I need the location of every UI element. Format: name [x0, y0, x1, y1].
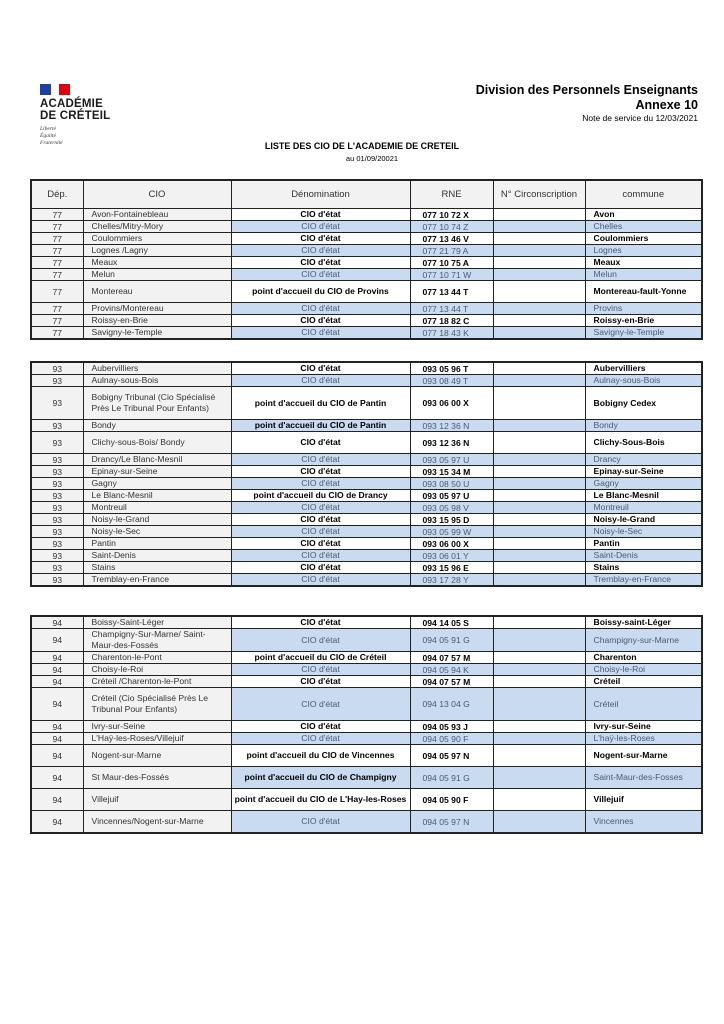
table-row [31, 562, 702, 574]
cell-circonscription [493, 420, 585, 432]
cell-commune: Melun [585, 269, 702, 281]
table-row [31, 745, 702, 767]
table-row [31, 490, 702, 502]
table-row [31, 616, 702, 629]
col-header-commune: commune [585, 180, 702, 209]
cell-cio: Meaux [83, 257, 231, 269]
table-row [31, 652, 702, 664]
table-row [31, 281, 702, 303]
cell-commune: Saint-Maur-des-Fosses [585, 767, 702, 789]
col-header-circonscription: N° Circonscription [493, 180, 585, 209]
cell-commune: Pantin [585, 538, 702, 550]
cell-denomination: point d'accueil du CIO de Provins [231, 281, 410, 303]
table-row [31, 502, 702, 514]
cell-cio: Avon-Fontainebleau [83, 209, 231, 221]
cell-dep: 77 [31, 327, 83, 340]
cell-denomination: point d'accueil du CIO de Pantin [231, 387, 410, 420]
table-row [31, 574, 702, 587]
cell-denomination: CIO d'état [231, 478, 410, 490]
cell-commune: Epinay-sur-Seine [585, 466, 702, 478]
cell-denomination: point d'accueil du CIO de Créteil [231, 652, 410, 664]
cell-dep: 94 [31, 616, 83, 629]
cell-commune: Tremblay-en-France [585, 574, 702, 587]
academie-logo [40, 84, 110, 147]
table-row [31, 315, 702, 327]
cell-commune: Nogent-sur-Marne [585, 745, 702, 767]
table-row [31, 811, 702, 834]
cell-cio: Bondy [83, 420, 231, 432]
cell-circonscription [493, 303, 585, 315]
cell-circonscription [493, 387, 585, 420]
table-row [31, 466, 702, 478]
cell-commune: Avon [585, 209, 702, 221]
page-title: LISTE DES CIO DE L'ACADEMIE DE CRETEIL [264, 141, 460, 151]
cell-denomination: CIO d'état [231, 526, 410, 538]
table-dep-93 [30, 361, 703, 587]
cell-cio: Saint-Denis [83, 550, 231, 562]
cell-dep: 93 [31, 454, 83, 466]
cell-dep: 94 [31, 789, 83, 811]
cell-denomination: CIO d'état [231, 550, 410, 562]
cell-rne: 094 14 05 S [410, 616, 493, 629]
cell-dep: 94 [31, 811, 83, 834]
cell-rne: 093 08 49 T [410, 375, 493, 387]
cell-cio: Chelles/Mitry-Mory [83, 221, 231, 233]
cell-commune: Coulommiers [585, 233, 702, 245]
cell-commune: Champigny-sur-Marne [585, 629, 702, 652]
cell-denomination: CIO d'état [231, 269, 410, 281]
table-row [31, 420, 702, 432]
cell-cio: Le Blanc-Mesnil [83, 490, 231, 502]
cell-circonscription [493, 652, 585, 664]
table-row [31, 209, 702, 221]
cell-dep: 93 [31, 387, 83, 420]
cell-dep: 93 [31, 562, 83, 574]
cell-dep: 94 [31, 664, 83, 676]
table-row [31, 688, 702, 721]
cell-commune: Créteil [585, 676, 702, 688]
cell-dep: 94 [31, 652, 83, 664]
cell-commune: Noisy-le-Grand [585, 514, 702, 526]
cell-denomination: CIO d'état [231, 432, 410, 454]
cell-rne: 093 05 97 U [410, 454, 493, 466]
cell-cio: Choisy-le-Roi [83, 664, 231, 676]
table-row [31, 233, 702, 245]
table-row [31, 538, 702, 550]
table-row [31, 327, 702, 340]
cell-dep: 93 [31, 490, 83, 502]
cell-rne: 093 06 00 X [410, 538, 493, 550]
cell-commune: Montreuil [585, 502, 702, 514]
cell-denomination: CIO d'état [231, 315, 410, 327]
cell-cio: Villejuif [83, 789, 231, 811]
cell-rne: 077 18 43 K [410, 327, 493, 340]
cell-commune: Lognes [585, 245, 702, 257]
cell-denomination: point d'accueil du CIO de Pantin [231, 420, 410, 432]
cell-denomination: CIO d'état [231, 574, 410, 587]
cell-dep: 94 [31, 721, 83, 733]
cell-dep: 93 [31, 574, 83, 587]
cell-circonscription [493, 514, 585, 526]
cell-dep: 93 [31, 432, 83, 454]
cell-cio: Lognes /Lagny [83, 245, 231, 257]
cell-rne: 093 15 34 M [410, 466, 493, 478]
cell-commune: Chelles [585, 221, 702, 233]
table-row [31, 221, 702, 233]
cell-rne: 094 07 57 M [410, 676, 493, 688]
cell-circonscription [493, 745, 585, 767]
cell-cio: Provins/Montereau [83, 303, 231, 315]
cell-cio: Savigny-le-Temple [83, 327, 231, 340]
cell-denomination: CIO d'état [231, 629, 410, 652]
cell-circonscription [493, 245, 585, 257]
cell-commune: Saint-Denis [585, 550, 702, 562]
cell-cio: Drancy/Le Blanc-Mesnil [83, 454, 231, 466]
french-flag-icon [40, 84, 110, 95]
table-row [31, 269, 702, 281]
cell-rne: 077 10 71 W [410, 269, 493, 281]
cell-cio: Aubervilliers [83, 362, 231, 375]
cell-commune: Le Blanc-Mesnil [585, 490, 702, 502]
service-note: Note de service du 12/03/2021 [582, 113, 698, 123]
cell-rne: 077 10 74 Z [410, 221, 493, 233]
cell-cio: Roissy-en-Brie [83, 315, 231, 327]
motto-fraternite: Fraternité [40, 140, 63, 146]
cell-rne: 077 10 75 A [410, 257, 493, 269]
cell-rne: 094 13 04 G [410, 688, 493, 721]
cell-cio: Noisy-le-Grand [83, 514, 231, 526]
cell-cio: Créteil /Charenton-le-Pont [83, 676, 231, 688]
annexe-label: Annexe 10 [635, 98, 698, 112]
cell-denomination: CIO d'état [231, 466, 410, 478]
cell-commune: Drancy [585, 454, 702, 466]
cell-circonscription [493, 811, 585, 834]
cell-circonscription [493, 733, 585, 745]
cell-rne: 077 13 44 T [410, 303, 493, 315]
cell-dep: 77 [31, 315, 83, 327]
cell-rne: 093 06 00 X [410, 387, 493, 420]
cell-dep: 93 [31, 466, 83, 478]
cell-cio: Aulnay-sous-Bois [83, 375, 231, 387]
col-header-dep: Dép. [31, 180, 83, 209]
cell-circonscription [493, 664, 585, 676]
table-row [31, 257, 702, 269]
cell-rne: 077 13 46 V [410, 233, 493, 245]
cell-commune: Bondy [585, 420, 702, 432]
cell-rne: 094 05 97 N [410, 811, 493, 834]
cell-cio: Clichy-sous-Bois/ Bondy [83, 432, 231, 454]
cell-denomination: CIO d'état [231, 514, 410, 526]
table-dep-77 [30, 179, 703, 340]
cell-dep: 93 [31, 502, 83, 514]
cell-dep: 77 [31, 257, 83, 269]
table-header-row [31, 180, 702, 209]
cell-denomination: CIO d'état [231, 502, 410, 514]
cell-commune: Villejuif [585, 789, 702, 811]
cell-commune: Provins [585, 303, 702, 315]
cell-denomination: point d'accueil du CIO de Champigny [231, 767, 410, 789]
cell-rne: 094 05 91 G [410, 767, 493, 789]
cell-circonscription [493, 327, 585, 340]
table-row [31, 526, 702, 538]
cell-commune: Roissy-en-Brie [585, 315, 702, 327]
cell-commune: Boissy-saint-Léger [585, 616, 702, 629]
cell-rne: 093 12 36 N [410, 420, 493, 432]
cell-dep: 77 [31, 281, 83, 303]
cell-cio: Melun [83, 269, 231, 281]
cell-commune: Clichy-Sous-Bois [585, 432, 702, 454]
cell-denomination: point d'accueil du CIO de Vincennes [231, 745, 410, 767]
table-dep-94 [30, 615, 703, 834]
cell-cio: Montreuil [83, 502, 231, 514]
cell-dep: 94 [31, 688, 83, 721]
logo-line1: ACADÉMIE [40, 98, 103, 110]
cell-circonscription [493, 616, 585, 629]
cell-denomination: CIO d'état [231, 688, 410, 721]
table-row [31, 303, 702, 315]
cell-circonscription [493, 233, 585, 245]
cell-commune: Charenton [585, 652, 702, 664]
cell-denomination: CIO d'état [231, 811, 410, 834]
cell-rne: 093 06 01 Y [410, 550, 493, 562]
cell-rne: 093 15 95 D [410, 514, 493, 526]
cell-commune: Noisy-le-Sec [585, 526, 702, 538]
cell-commune: Stains [585, 562, 702, 574]
cell-circonscription [493, 315, 585, 327]
cell-commune: Aulnay-sous-Bois [585, 375, 702, 387]
table-row [31, 514, 702, 526]
cell-rne: 094 05 93 J [410, 721, 493, 733]
cell-commune: Savigny-le-Temple [585, 327, 702, 340]
cell-dep: 94 [31, 745, 83, 767]
cell-denomination: CIO d'état [231, 245, 410, 257]
cell-rne: 093 05 96 T [410, 362, 493, 375]
cell-dep: 93 [31, 420, 83, 432]
cell-rne: 093 15 96 E [410, 562, 493, 574]
document-header [476, 83, 698, 124]
cell-circonscription [493, 454, 585, 466]
table-row [31, 387, 702, 420]
table-row [31, 629, 702, 652]
cell-circonscription [493, 550, 585, 562]
cell-circonscription [493, 432, 585, 454]
cell-circonscription [493, 526, 585, 538]
table-row [31, 245, 702, 257]
cell-circonscription [493, 574, 585, 587]
cell-cio: Champigny-Sur-Marne/ Saint-Maur-des-Fossés [83, 629, 231, 652]
cell-rne: 094 05 91 G [410, 629, 493, 652]
col-header-denomination: Dénomination [231, 180, 410, 209]
cell-cio: Gagny [83, 478, 231, 490]
table-row [31, 767, 702, 789]
table-row [31, 375, 702, 387]
cell-commune: Bobigny Cedex [585, 387, 702, 420]
cell-rne: 093 05 98 V [410, 502, 493, 514]
cell-denomination: CIO d'état [231, 733, 410, 745]
cell-denomination: CIO d'état [231, 233, 410, 245]
cell-cio: Créteil (Cio Spécialisé Près Le Tribunal Pour Enfants) [83, 688, 231, 721]
cell-denomination: CIO d'état [231, 209, 410, 221]
cell-circonscription [493, 209, 585, 221]
cell-circonscription [493, 362, 585, 375]
cell-cio: Bobigny Tribunal (Cio Spécialisé Près Le Tribunal Pour Enfants) [83, 387, 231, 420]
cell-rne: 077 13 44 T [410, 281, 493, 303]
cell-commune: Aubervilliers [585, 362, 702, 375]
cell-cio: Boissy-Saint-Léger [83, 616, 231, 629]
cell-denomination: CIO d'état [231, 362, 410, 375]
cell-cio: Charenton-le-Pont [83, 652, 231, 664]
cell-circonscription [493, 221, 585, 233]
cell-cio: St Maur-des-Fossés [83, 767, 231, 789]
cell-cio: Stains [83, 562, 231, 574]
cell-rne: 093 08 50 U [410, 478, 493, 490]
cell-denomination: CIO d'état [231, 375, 410, 387]
cell-circonscription [493, 490, 585, 502]
cell-commune: Montereau-fault-Yonne [585, 281, 702, 303]
cell-denomination: CIO d'état [231, 721, 410, 733]
cell-dep: 93 [31, 514, 83, 526]
cell-cio: Ivry-sur-Seine [83, 721, 231, 733]
cell-circonscription [493, 721, 585, 733]
motto-egalite: Égalité [40, 133, 56, 139]
cell-cio: L'Haÿ-les-Roses/Villejuif [83, 733, 231, 745]
col-header-rne: RNE [410, 180, 493, 209]
cell-denomination: CIO d'état [231, 538, 410, 550]
cell-dep: 77 [31, 233, 83, 245]
cell-rne: 093 05 99 W [410, 526, 493, 538]
cell-cio: Pantin [83, 538, 231, 550]
cell-denomination: CIO d'état [231, 257, 410, 269]
cell-circonscription [493, 789, 585, 811]
cell-cio: Noisy-le-Sec [83, 526, 231, 538]
table-row [31, 721, 702, 733]
cell-circonscription [493, 502, 585, 514]
cell-circonscription [493, 269, 585, 281]
cell-denomination: CIO d'état [231, 664, 410, 676]
cell-circonscription [493, 629, 585, 652]
cell-rne: 093 17 28 Y [410, 574, 493, 587]
cell-cio: Montereau [83, 281, 231, 303]
cell-denomination: CIO d'état [231, 562, 410, 574]
cell-circonscription [493, 466, 585, 478]
cell-circonscription [493, 257, 585, 269]
cell-commune: Créteil [585, 688, 702, 721]
cell-circonscription [493, 281, 585, 303]
cell-dep: 94 [31, 676, 83, 688]
motto-liberte: Liberté [40, 126, 56, 132]
cell-commune: Ivry-sur-Seine [585, 721, 702, 733]
cell-denomination: point d'accueil du CIO de L'Hay-les-Roses [231, 789, 410, 811]
cell-rne: 077 18 82 C [410, 315, 493, 327]
cell-dep: 94 [31, 733, 83, 745]
cell-dep: 93 [31, 375, 83, 387]
table-row [31, 733, 702, 745]
cell-circonscription [493, 767, 585, 789]
cell-dep: 77 [31, 209, 83, 221]
cell-denomination: CIO d'état [231, 327, 410, 340]
cell-dep: 93 [31, 362, 83, 375]
cell-denomination: CIO d'état [231, 221, 410, 233]
cell-commune: Gagny [585, 478, 702, 490]
cell-dep: 77 [31, 245, 83, 257]
cell-commune: Meaux [585, 257, 702, 269]
cell-circonscription [493, 562, 585, 574]
cell-circonscription [493, 538, 585, 550]
cell-dep: 93 [31, 478, 83, 490]
cell-dep: 94 [31, 767, 83, 789]
cell-rne: 094 05 94 K [410, 664, 493, 676]
table-row [31, 664, 702, 676]
col-header-cio: CIO [83, 180, 231, 209]
table-row [31, 676, 702, 688]
logo-line2: DE CRÉTEIL [40, 110, 111, 122]
cell-rne: 077 21 79 A [410, 245, 493, 257]
cell-dep: 94 [31, 629, 83, 652]
cell-circonscription [493, 688, 585, 721]
cell-cio: Tremblay-en-France [83, 574, 231, 587]
cell-cio: Epinay-sur-Seine [83, 466, 231, 478]
table-row [31, 550, 702, 562]
table-row [31, 789, 702, 811]
cell-dep: 77 [31, 221, 83, 233]
cell-rne: 094 05 90 F [410, 789, 493, 811]
division-title: Division des Personnels Enseignants [475, 83, 698, 97]
cell-rne: 093 05 97 U [410, 490, 493, 502]
table-row [31, 432, 702, 454]
cell-dep: 77 [31, 303, 83, 315]
table-row [31, 478, 702, 490]
cell-dep: 93 [31, 538, 83, 550]
cell-commune: L'haÿ-les-Roses [585, 733, 702, 745]
cell-circonscription [493, 375, 585, 387]
cell-rne: 094 05 90 F [410, 733, 493, 745]
page-subtitle: au 01/09/20021 [345, 154, 399, 163]
cell-circonscription [493, 676, 585, 688]
cell-cio: Coulommiers [83, 233, 231, 245]
cell-dep: 93 [31, 526, 83, 538]
cell-rne: 093 12 36 N [410, 432, 493, 454]
cell-dep: 93 [31, 550, 83, 562]
cell-denomination: CIO d'état [231, 454, 410, 466]
table-row [31, 362, 702, 375]
cell-denomination: CIO d'état [231, 303, 410, 315]
cell-denomination: point d'accueil du CIO de Drancy [231, 490, 410, 502]
cell-circonscription [493, 478, 585, 490]
cell-cio: Nogent-sur-Marne [83, 745, 231, 767]
table-row [31, 454, 702, 466]
cell-denomination: CIO d'état [231, 616, 410, 629]
cell-commune: Vincennes [585, 811, 702, 834]
cell-dep: 77 [31, 269, 83, 281]
cell-commune: Choisy-le-Roi [585, 664, 702, 676]
cell-cio: Vincennes/Nogent-sur-Marne [83, 811, 231, 834]
cell-rne: 094 05 97 N [410, 745, 493, 767]
cell-denomination: CIO d'état [231, 676, 410, 688]
cell-rne: 077 10 72 X [410, 209, 493, 221]
cell-rne: 094 07 57 M [410, 652, 493, 664]
